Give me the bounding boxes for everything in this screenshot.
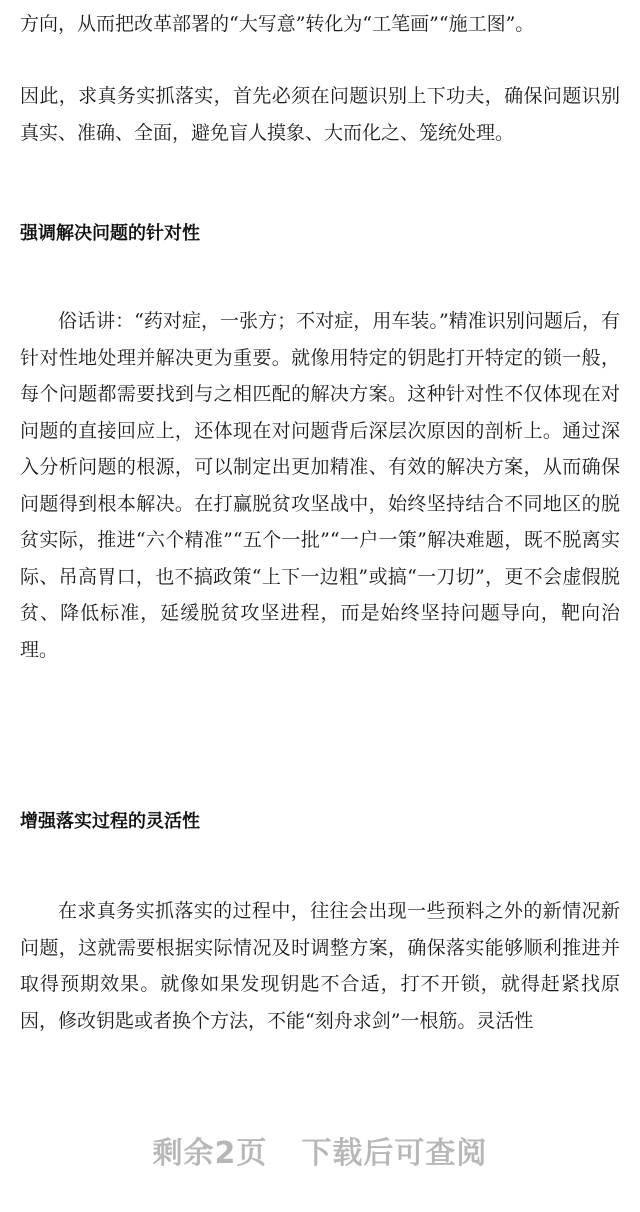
download-to-view-label: 下载后可查阅 [301, 1136, 488, 1171]
download-prompt[interactable] [0, 1128, 640, 1172]
section-heading-targeting: 强调解决问题的针对性 [20, 223, 200, 244]
paragraph-1: 方向，从而把改革部署的“大写意”转化为“工笔画”“施工图”。 [20, 13, 535, 35]
paragraph-2: 因此，求真务实抓落实，首先必须在问题识别上下功夫，确保问题识别真实、准确、全面，避免盲人摸象、大而化之、笼统处理。 [20, 85, 620, 144]
section-heading-flexibility: 增强落实过程的灵活性 [20, 811, 200, 832]
paragraph-4: 在求真务实抓落实的过程中，往往会出现一些预料之外的新情况新问题，这就需要根据实际情况及时调整方案，确保落实能够顺利推进并取得预期效果。就像如果发现钥匙不合适，打不开锁，就得赶紧找原因，修改钥匙或者换个方法，不能“刻舟求剑”一根筋。灵活性 [20, 900, 620, 1032]
remaining-pages-label: 剩余2页 [152, 1136, 268, 1171]
paragraph-3: 俗话讲：“药对症，一张方；不对症，用车装。”精准识别问题后，有针对性地处理并解决更为重要。就像用特定的钥匙打开特定的锁一般，每个问题都需要找到与之相匹配的解决方案。这种针对性不仅体现在对问题的直接回应上，还体现在对问题背后深层次原因的剖析上。通过深入分析问题的根源，可以制定出更加精准、有效的解决方案，从而确保问题得到根本解决。在打赢脱贫攻坚战中，始终坚持结合不同地区的脱贫实际，推进“六个精准”“五个一批”“一户一策”解决难题，既不脱离实际、吊高胃口，也不搞政策“上下一边粗”或搞“一刀切”，更不会虚假脱贫、降低标准，延缓脱贫攻坚进程，而是始终坚持问题导向，靶向治理。 [20, 310, 620, 661]
